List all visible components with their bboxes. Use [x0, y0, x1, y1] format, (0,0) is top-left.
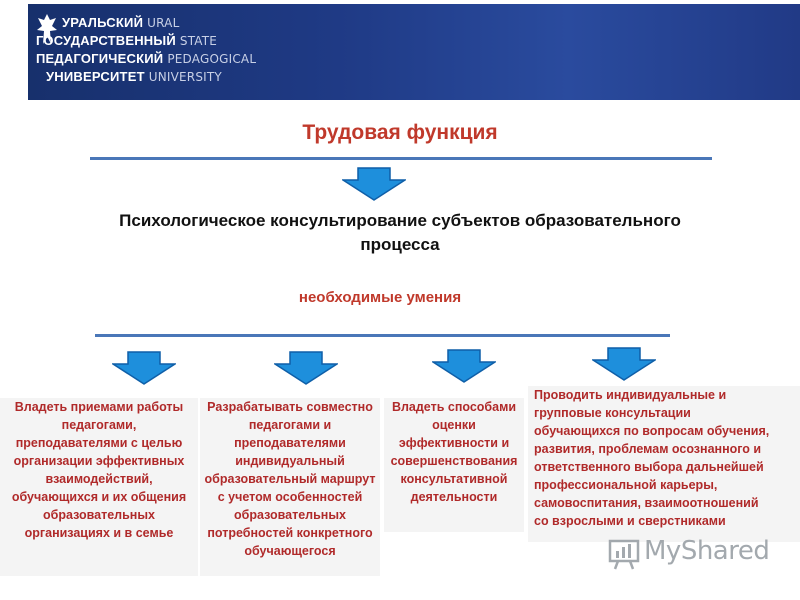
- labor-function-subject: [40, 209, 760, 257]
- skill-line: Владеть приемами работы: [14, 400, 184, 414]
- down-arrow-icon: [274, 351, 338, 385]
- skill-line: профессиональной карьеры,: [534, 478, 718, 492]
- skill-line: со взрослыми и сверстниками: [534, 514, 726, 528]
- down-arrow-icon: [342, 167, 406, 201]
- skill-box-consultations: [528, 386, 800, 542]
- skill-line: Владеть способами: [391, 400, 517, 414]
- skills-heading: необходимые умения: [298, 289, 462, 306]
- logo-line: УНИВЕРСИТЕТ UNIVERSITY: [46, 69, 222, 84]
- down-arrow-icon: [112, 351, 176, 385]
- skill-line: совершенствования: [390, 454, 518, 468]
- divider-line: [90, 157, 712, 160]
- skill-line: Разрабатывать совместно: [207, 400, 373, 414]
- skill-line: деятельности: [410, 490, 498, 504]
- skill-line: образовательных: [234, 508, 346, 522]
- skill-line: развития, проблемам осознанного и: [534, 442, 762, 456]
- logo-line: УРАЛЬСКИЙ URAL: [62, 15, 180, 30]
- skill-line: индивидуальный: [235, 454, 345, 468]
- subject-line: Психологическое консультирование субъектов образовательного: [119, 211, 681, 230]
- skill-line: взаимодействий,: [45, 472, 153, 486]
- skill-line: преподавателями: [234, 436, 346, 450]
- divider-line: [95, 334, 670, 337]
- skill-line: образовательных: [43, 508, 155, 522]
- logo-line: ГОСУДАРСТВЕННЫЙ STATE: [36, 33, 218, 48]
- skill-line: ответственного выбора дальнейшей: [534, 460, 764, 474]
- skill-line: Проводить индивидуальные и: [534, 388, 727, 402]
- skill-line: обучающегося: [244, 544, 336, 558]
- university-logo-text: [36, 14, 256, 86]
- skill-line: обучающихся и их общения: [11, 490, 187, 504]
- skill-box-evaluation: [384, 398, 524, 532]
- skill-box-educational-route: [200, 398, 380, 576]
- down-arrow-icon: [592, 347, 656, 381]
- skill-line: с учетом особенностей: [217, 490, 363, 504]
- skill-line: педагогами и: [248, 418, 332, 432]
- skill-line: организациях и в семье: [24, 526, 174, 540]
- presentation-board-icon: [608, 538, 640, 570]
- skill-line: педагогами,: [61, 418, 137, 432]
- skill-line: потребностей конкретного: [207, 526, 373, 540]
- subject-line: процесса: [360, 235, 440, 254]
- skill-line: обучающихся по вопросам обучения,: [534, 424, 770, 438]
- skill-line: консультативной: [400, 472, 508, 486]
- slide-title: Трудовая функция: [302, 121, 498, 144]
- skill-line: образовательный маршрут: [204, 472, 376, 486]
- skill-line: самовоспитания, взаимоотношений: [534, 496, 759, 510]
- skill-line: групповые консультации: [534, 406, 691, 420]
- skill-line: оценки: [432, 418, 476, 432]
- skill-line: организации эффективных: [13, 454, 185, 468]
- skill-box-collaboration: [0, 398, 198, 576]
- skill-line: эффективности и: [398, 436, 510, 450]
- logo-line: ПЕДАГОГИЧЕСКИЙ PEDAGOGICAL: [36, 51, 257, 66]
- skill-line: преподавателями с целью: [15, 436, 183, 450]
- watermark-text: MyShared: [644, 536, 770, 566]
- down-arrow-icon: [432, 349, 496, 383]
